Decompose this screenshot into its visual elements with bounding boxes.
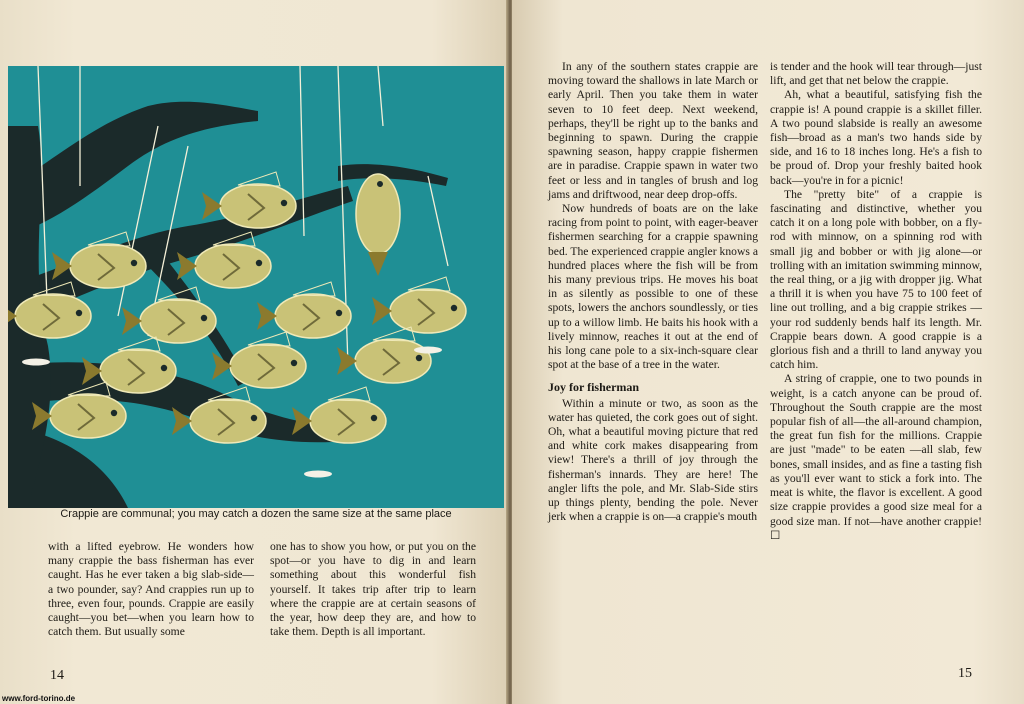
crappie-eye-9 — [291, 360, 297, 366]
right-col2-para-4: A string of crappie, one to two pounds in weight, is a catch anyone can be proud of. Throughout the South crappie are the most popular fish of all—the all-around champion, the great fun fish for the millions. Crappie are just "made" to be eaten —all slab, few bones, small insides, and as fine a tasting fish as you'll ever want to stick a fork into. The meat is white, the flavor is excellent. A good size crappie provides a good size meal for a good size man. If not—have another crappie! ☐ — [770, 372, 982, 542]
illustration-caption: Crappie are communal; you may catch a dozen the same size at the same place — [60, 508, 452, 520]
left-col1-text: with a lifted eyebrow. He wonders how many crappie the bass fisherman has ever caught. Has he ever taken a big slab-side—a two pounder, say? And crappies run up to three, even four, pounds. Crappie are easily caught—you bet—when you learn how to catch them. But usually some — [48, 540, 254, 639]
left-page — [0, 0, 508, 704]
right-col2-para-3: The "pretty bite" of a crappie is fascinating and distinctive, whether you catch it on a long pole with bobber, on a fly-rod with minnow, on a spinning rod with small jig and bobber or with jig alone—or trolling with an imitation swimming minnow, the real thing, or a jig with dropper jig. What a thrill it is when you have 75 to 100 feet of line out trolling, and a big crappie strikes —your rod suddenly bends half its length. Mr. Crappie bears down. A good crappie is a glorious fish and a thrill to land anyway you catch him. — [770, 187, 982, 372]
watermark-text: www.ford-torino.de — [2, 694, 76, 703]
crappie-school-art — [8, 66, 504, 508]
right-column-2 — [770, 60, 982, 543]
crappie-eye-11 — [251, 415, 257, 421]
section-heading: Joy for fisherman — [548, 380, 640, 395]
minnow-3 — [304, 471, 332, 478]
right-column-1 — [548, 60, 758, 525]
crappie-eye-2 — [131, 260, 137, 266]
minnow-1 — [22, 359, 50, 366]
page-number-right: 15 — [958, 666, 972, 681]
left-column-2 — [270, 540, 476, 639]
crappie-eye-5 — [336, 310, 342, 316]
right-col2-para-1: is tender and the hook will tear through—just lift, and get that net below the crappie. — [770, 60, 982, 88]
crappie-eye-4 — [76, 310, 82, 316]
crappie-eye-6 — [451, 305, 457, 311]
crappie-eye-13 — [111, 410, 117, 416]
crappie-eye-3 — [256, 260, 262, 266]
left-column-1 — [48, 540, 254, 639]
page-number-left: 14 — [50, 668, 64, 683]
crappie-eye-7 — [201, 315, 207, 321]
right-col2-para-2: Ah, what a beautiful, satisfying fish the crappie is! A pound crappie is a skillet filler. A two pound slabside is really an awesome fish—broad as a man's two hands side by side, and 16 to 18 inches long. He's a fish to be proud of. Drop your freshly baited hook back—you're in for a picnic! — [770, 88, 982, 187]
crappie-illustration — [8, 66, 504, 508]
hooked-crappie-eye — [377, 181, 383, 187]
crappie-eye-8 — [161, 365, 167, 371]
left-col2-text: one has to show you how, or put you on the spot—or you have to dig in and learn something about this wonderful fish yourself. It takes trip after trip to learn where the crappie are at certain seasons of the year, how deep they are, and how to take them. Depth is all important. — [270, 540, 476, 639]
right-col1-para-3: Within a minute or two, as soon as the water has quieted, the cork goes out of sight. Oh, what a beautiful moving picture that red and white cork makes disappearing from view! There's a thrill of joy through the fisherman's innards. They are here! The angler lifts the pole, and Mr. Slab-Side stirs up things plenty, bending the pole. Never jerk when a crappie is on—a crappie's mouth — [548, 396, 758, 524]
minnow-2 — [414, 347, 442, 354]
crappie-eye-10 — [416, 355, 422, 361]
right-page — [512, 0, 1024, 704]
right-col1-para-2: Now hundreds of boats are on the lake racing from point to point, with eager-beaver fishermen searching for a crappie spawning bed. The experienced crappie angler knows a hundred places where the fish will be from his many previous trips. He moves his boat in as silently as possible to one of these spots, lowers the anchors soundlessly, or ties up to a willow limb. He baits his hook with a lively minnow, reaches it out at the end of his long cane pole to a six-inch-square clear spot at the base of a tree in the water. — [548, 202, 758, 372]
crappie-eye-12 — [371, 415, 377, 421]
crappie-eye-1 — [281, 200, 287, 206]
right-col1-para-1: In any of the southern states crappie are moving toward the shallows in late March or early April. Then you take them in water seven to 10 feet deep. Next weekend, perhaps, they'll be right up to the banks and beginning to spawn. During the crappie spawning season, happy crappie fishermen are in paradise. Crappie spawn in water two feet or less and in tangles of brush and log jams and driftwood, near deep drop-offs. — [548, 60, 758, 201]
